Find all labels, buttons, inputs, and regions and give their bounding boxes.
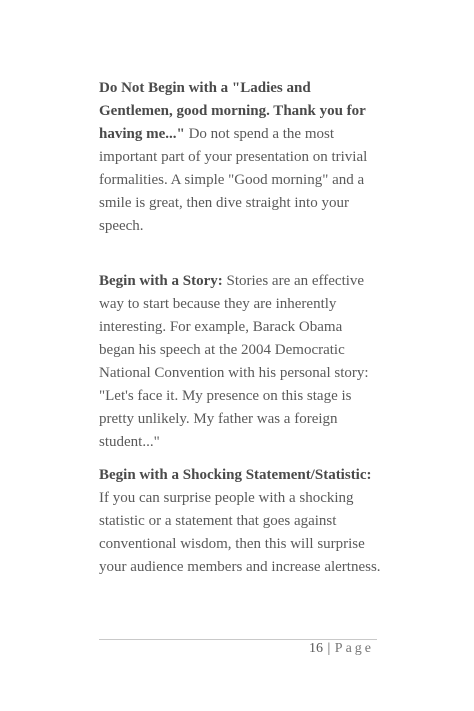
section-heading: Begin with a Story: [99, 273, 223, 289]
section-body: If you can surprise people with a shocking statistic or a statement that goes against conventional wisdom, then this will surprise your audience members and increase alertness. [99, 490, 381, 575]
section-body: Stories are an effective way to start because they are inherently interesting. For example, Barack Obama began his speech at the 2004 Democratic National Convention with his personal story: "Let's face it. My presence on this stage is pretty unlikely. My father was a foreign student..." [99, 273, 369, 450]
section-no-ladies-and-gentlemen [99, 77, 381, 238]
footer-separator: | [327, 641, 331, 656]
section-begin-with-shocking-statement [99, 464, 381, 579]
page-label: Page [334, 641, 374, 656]
section-heading: Do Not Begin with a "Ladies and Gentlemen, good morning. Thank you for having me..." [99, 80, 366, 142]
section-begin-with-story [99, 270, 381, 454]
page-number: 16 [308, 641, 323, 656]
section-heading: Begin with a Shocking Statement/Statistic: [99, 467, 372, 483]
section-body: Do not spend a the most important part of your presentation on trivial formalities. A simple "Good morning" and a smile is great, then dive straight into your speech. [99, 126, 368, 234]
page-footer [309, 639, 374, 659]
